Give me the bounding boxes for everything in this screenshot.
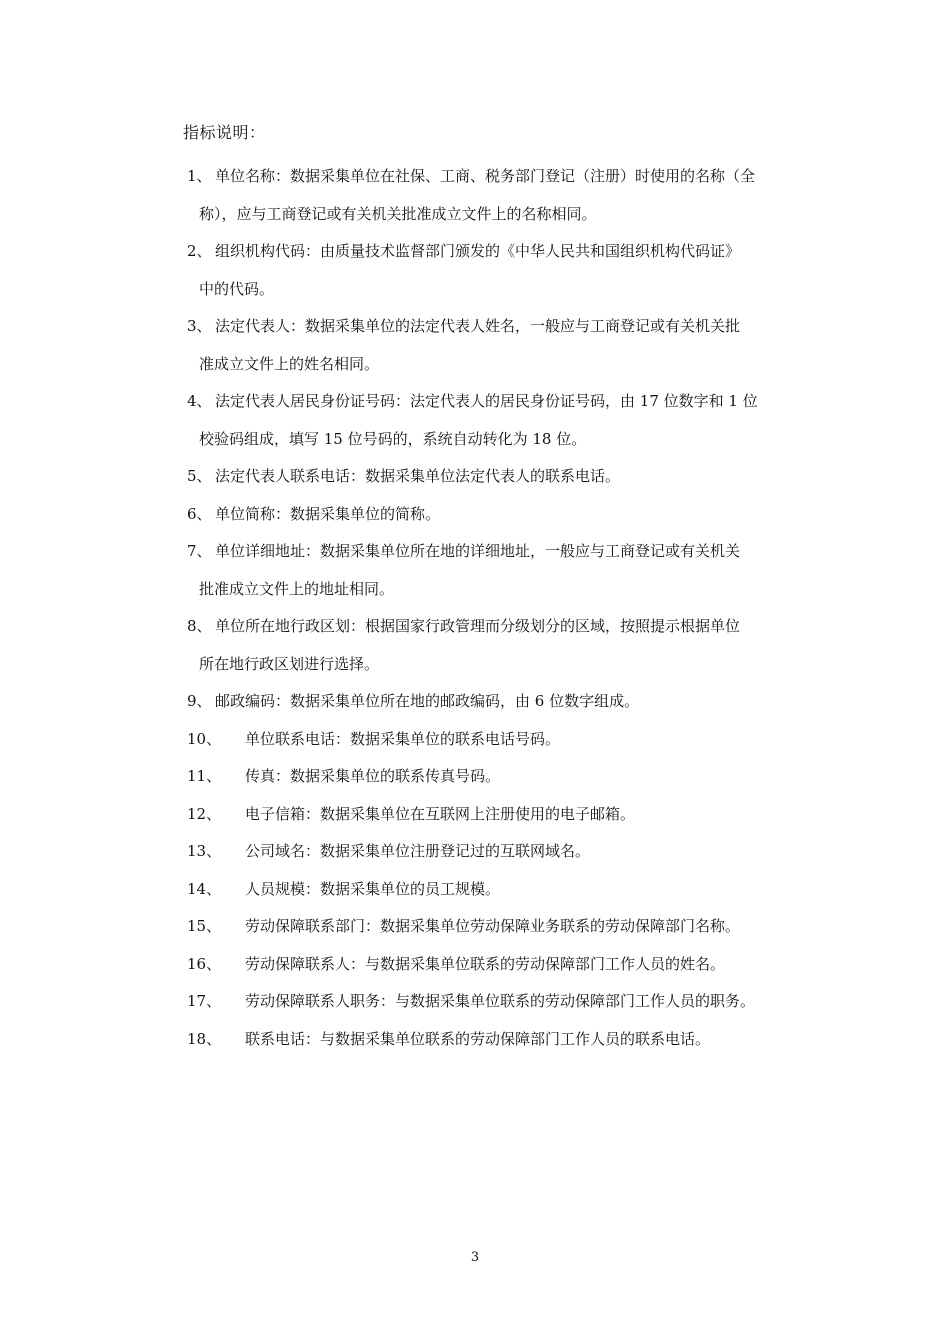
item-text: 电子信箱：数据采集单位在互联网上注册使用的电子邮箱。	[245, 804, 636, 823]
item-text	[199, 308, 813, 383]
item-text	[199, 608, 813, 683]
item-text	[215, 458, 813, 496]
list-item	[183, 533, 813, 608]
item-number: 11、	[187, 767, 222, 785]
item-line-2: 称），应与工商登记或有关机关批准成立文件上的名称相同。	[199, 204, 597, 223]
item-line-2: 所在地行政区划进行选择。	[199, 654, 380, 673]
section-heading: 指标说明：	[183, 123, 266, 142]
item-line-1: 法定代表人：数据采集单位的法定代表人姓名，一般应与工商登记或有关机关批	[215, 317, 741, 335]
list-item	[183, 946, 813, 984]
item-line-2: 校验码组成，填写 15 位号码的，系统自动转化为 18 位。	[199, 429, 587, 448]
item-number: 1、	[187, 167, 212, 185]
item-number: 3、	[187, 317, 212, 335]
list-item	[183, 496, 813, 534]
item-number: 7、	[187, 542, 212, 560]
item-number: 18、	[187, 1029, 222, 1048]
item-line-1: 邮政编码：数据采集单位所在地的邮政编码，由 6 位数字组成。	[215, 692, 640, 710]
item-number: 2、	[187, 242, 212, 260]
item-line-1: 法定代表人居民身份证号码：法定代表人的居民身份证号码，由 17 位数字和 1 位	[215, 392, 758, 410]
item-text: 劳动保障联系人职务：与数据采集单位联系的劳动保障部门工作人员的职务。	[245, 992, 756, 1010]
item-number: 8、	[187, 617, 212, 635]
item-number: 13、	[187, 842, 222, 860]
item-line-1: 单位所在地行政区划：根据国家行政管理而分级划分的区域，按照提示根据单位	[215, 617, 741, 635]
item-text	[199, 383, 813, 458]
list-item	[183, 833, 813, 871]
list-item	[183, 871, 813, 909]
page-number: 3	[470, 1250, 480, 1265]
item-text: 公司域名：数据采集单位注册登记过的互联网域名。	[245, 842, 591, 860]
item-number: 6、	[187, 504, 212, 523]
item-text	[199, 533, 813, 608]
indicator-list	[183, 158, 813, 1058]
item-text	[215, 496, 813, 534]
item-line-1: 单位详细地址：数据采集单位所在地的详细地址，一般应与工商登记或有关机关	[215, 542, 741, 560]
list-item	[183, 983, 813, 1021]
list-item	[183, 308, 813, 383]
list-item	[183, 721, 813, 759]
list-item	[183, 158, 813, 233]
item-text: 劳动保障联系人：与数据采集单位联系的劳动保障部门工作人员的姓名。	[245, 954, 726, 973]
list-item	[183, 608, 813, 683]
item-text: 传真：数据采集单位的联系传真号码。	[245, 767, 501, 785]
item-number: 15、	[187, 917, 222, 935]
list-item	[183, 683, 813, 721]
item-number: 16、	[187, 954, 222, 973]
item-text: 劳动保障联系部门：数据采集单位劳动保障业务联系的劳动保障部门名称。	[245, 917, 741, 935]
item-text	[215, 683, 813, 721]
item-number: 12、	[187, 804, 222, 823]
item-line-2: 批准成立文件上的地址相同。	[199, 579, 395, 598]
list-item	[183, 1021, 813, 1059]
item-line-2: 中的代码。	[199, 279, 275, 298]
item-text	[199, 158, 813, 233]
item-text: 联系电话：与数据采集单位联系的劳动保障部门工作人员的联系电话。	[245, 1029, 711, 1048]
item-text: 人员规模：数据采集单位的员工规模。	[245, 879, 501, 898]
item-line-2: 准成立文件上的姓名相同。	[199, 354, 380, 373]
item-number: 17、	[187, 992, 222, 1010]
item-number: 10、	[187, 729, 222, 748]
item-text	[199, 233, 813, 308]
item-line-1: 组织机构代码：由质量技术监督部门颁发的《中华人民共和国组织机构代码证》	[215, 242, 741, 260]
item-number: 14、	[187, 879, 222, 898]
list-item	[183, 458, 813, 496]
item-line-1: 法定代表人联系电话：数据采集单位法定代表人的联系电话。	[215, 467, 621, 485]
item-line-1: 单位简称：数据采集单位的简称。	[215, 504, 441, 523]
list-item	[183, 796, 813, 834]
item-text: 单位联系电话：数据采集单位的联系电话号码。	[245, 729, 561, 748]
list-item	[183, 383, 813, 458]
item-number: 9、	[187, 692, 212, 710]
item-line-1: 单位名称：数据采集单位在社保、工商、税务部门登记（注册）时使用的名称（全	[215, 167, 756, 185]
list-item	[183, 233, 813, 308]
item-number: 5、	[187, 467, 212, 485]
list-item	[183, 908, 813, 946]
item-number: 4、	[187, 392, 212, 410]
list-item	[183, 758, 813, 796]
